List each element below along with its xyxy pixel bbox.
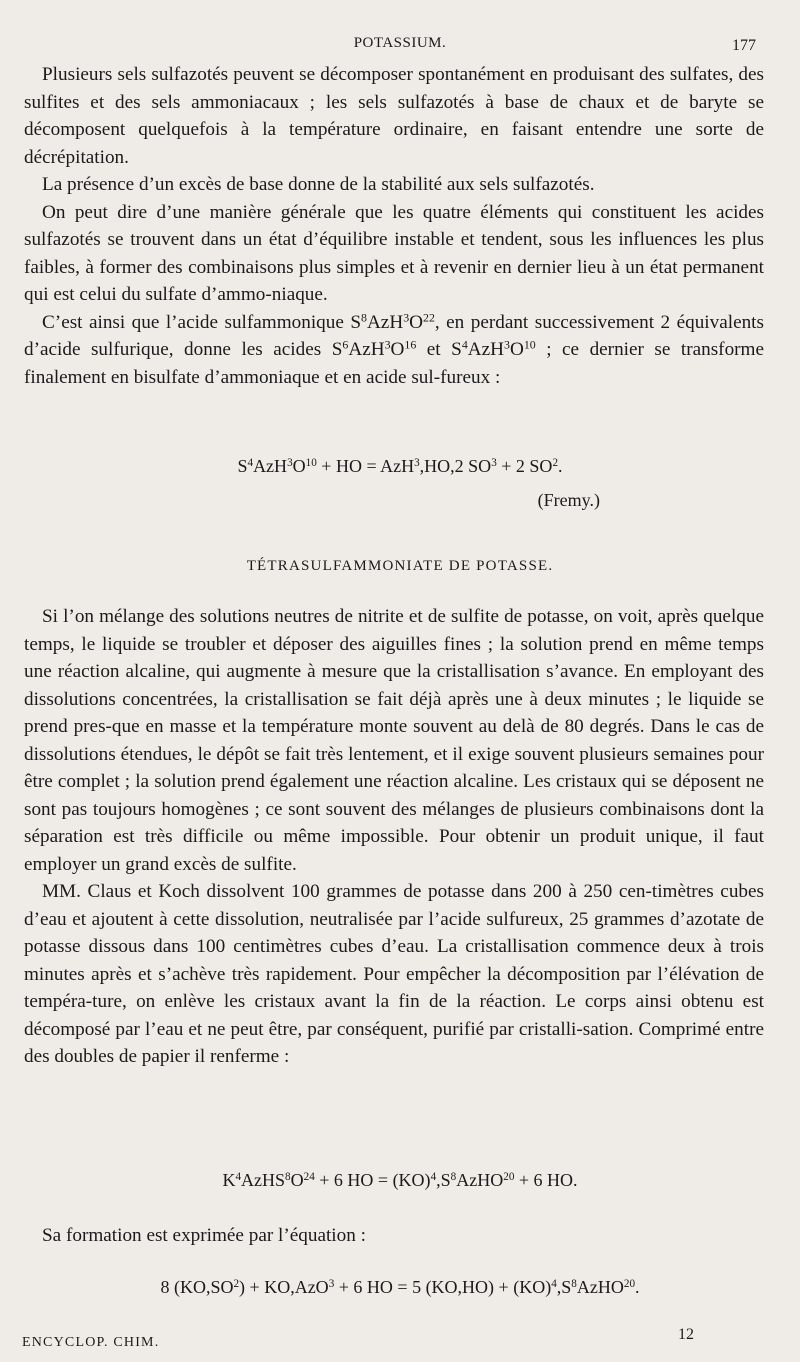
equation-attribution: (Fremy.) — [537, 490, 600, 510]
paragraph-equilibrium: On peut dire d’une manière générale que les quatre éléments qui constituent les acides sulfazotés se trouvent dans un état d’équilibre instable et tendent, sous les influences les plus faibles, à former des combinaisons plus simples et à revenir en dernier lieu à un état permanent qui est celui du sulfate d’ammo-niaque. — [24, 201, 764, 305]
text-block-tetrasulfammoniate — [24, 603, 764, 1071]
sheet-number: 12 — [678, 1326, 694, 1343]
equation-composition: $K^4AzHS^8O^{24} + 6$ HO = $(KO)^4,S^8AzHO^{20} + 6$ HO. — [222, 1170, 578, 1190]
page-number: 177 — [732, 37, 756, 54]
signature-mark: ENCYCLOP. CHIM. — [22, 1335, 160, 1350]
paragraph-sulfammonic-acid: C’est ainsi que l’acide sulfammonique $S^8AzH^3O^{22}$, en perdant successivement 2 équivalents d’acide sulfurique, donne les acides $S^6AzH^3O^{16}$ et $S^4AzH^3O^{10}$ ; ce dernier se transforme finalement en bisulfate d’ammoniaque et en acide sul-fureux : — [24, 309, 764, 388]
section-title: TÉTRASULFAMMONIATE DE POTASSE. — [246, 558, 554, 574]
text-block-formation — [24, 1222, 764, 1250]
equation-formation: 8 $(KO,SO^2) + KO,AzO^3 + 6$ HO = 5 $(KO,HO) + (KO)^4,S^8AzHO^{20}$. — [160, 1277, 640, 1297]
paragraph-stability: La présence d’un excès de base donne de la stabilité aux sels sulfazotés. — [42, 174, 595, 195]
equation-fremy: $S^4AzH^3O^{10}$ + HO = AzH$^3$,HO,2 $SO^3 + 2$ $SO^2$. — [237, 456, 563, 476]
page-header — [0, 28, 800, 58]
paragraph-decomposition: Plusieurs sels sulfazotés peuvent se décomposer spontanément en produisant des sulfates, des sulfites et des sels ammoniacaux ; les sels sulfazotés à base de chaux et de baryte se décomposent quelquefois à la température ordinaire, en faisant entendre une sorte de décrépitation. — [24, 64, 764, 168]
text-block-intro — [24, 61, 764, 391]
running-title: POTASSIUM. — [353, 35, 447, 51]
paragraph-formation: Sa formation est exprimée par l’équation : — [42, 1225, 366, 1246]
paragraph-preparation: Si l’on mélange des solutions neutres de nitrite et de sulfite de potasse, on voit, après quelque temps, le liquide se troubler et déposer des aiguilles fines ; la solution prend en même temps une réaction alcaline, qui augmente à mesure que la cristallisation s’avance. En employant des dissolutions concentrées, la cristallisation se fait déjà après une à deux minutes ; le liquide se prend pres-que en masse et la température monte souvent au delà de 80 degrés. Dans le cas de dissolutions étendues, le dépôt se fait très lentement, et il exige souvent plusieurs semaines pour être complet ; la solution prend également une réaction alcaline. Les cristaux qui se déposent ne sont pas toujours homogènes ; ce sont souvent des mélanges de plusieurs combinaisons dont la séparation est très difficile ou même impossible. Pour obtenir un produit unique, il faut employer un grand excès de sulfite. — [24, 606, 764, 875]
paragraph-claus-koch: MM. Claus et Koch dissolvent 100 grammes de potasse dans 200 à 250 cen-timètres cubes d’eau et ajoutent à cette dissolution, neutralisée par l’acide sulfureux, 25 grammes d’azotate de potasse dissous dans 100 centimètres cubes d’eau. La cristallisation commence deux à trois minutes après et s’achève très rapidement. Pour empêcher la décomposition par l’élévation de tempéra-ture, on enlève les cristaux avant la fin de la réaction. Le corps ainsi obtenu est décomposé par l’eau et ne peut être, par conséquent, purifié par cristalli-sation. Comprimé entre des doubles de papier il renferme : — [24, 881, 764, 1067]
